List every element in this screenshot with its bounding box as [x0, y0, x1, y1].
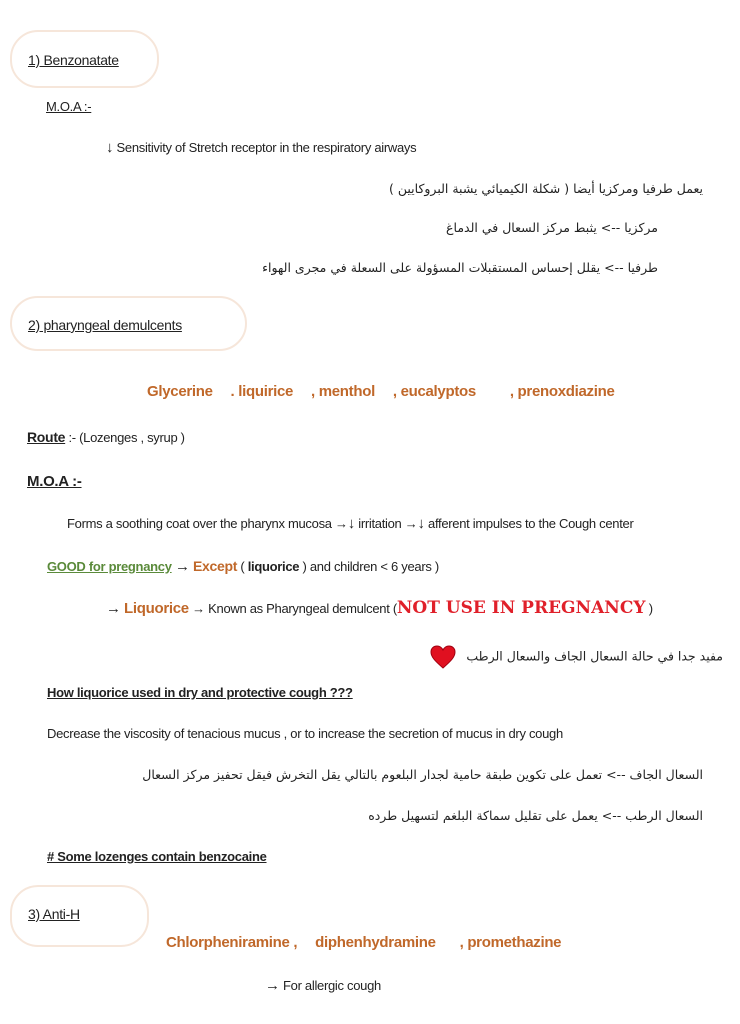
- route-line: [27, 428, 185, 447]
- right-arrow-icon: →: [106, 600, 121, 617]
- arabic-heart-line: [430, 645, 723, 669]
- moa-text: Sensitivity of Stretch receptor in the respiratory airways: [116, 140, 417, 155]
- down-arrow-icon: ↓: [106, 139, 114, 156]
- section-2-moa-label: M.O.A :-: [27, 473, 82, 490]
- drug-list: [147, 383, 615, 401]
- note: # Some lozenges contain benzocaine: [47, 849, 267, 864]
- paren: (: [237, 559, 248, 574]
- arabic-line: يعمل طرفيا ومركزيا أيضا ( شكلة الكيميائي يشبة البروكايين ): [389, 181, 703, 196]
- pregnancy-line: [47, 557, 439, 576]
- down-arrow-icon: ↓: [347, 515, 355, 532]
- good-for-pregnancy: GOOD for pregnancy: [47, 559, 172, 574]
- except-label: Except: [192, 558, 238, 574]
- question: How liquorice used in dry and protective cough ???: [47, 685, 353, 700]
- drug: Glycerine: [147, 383, 213, 400]
- use-line: [265, 977, 381, 995]
- moa-part: afferent impulses to the Cough center: [428, 516, 634, 531]
- down-arrow-icon: ↓: [417, 515, 425, 532]
- drug-list: [166, 934, 561, 952]
- answer: Decrease the viscosity of tenacious mucus , or to increase the secretion of mucus in dry cough: [47, 726, 563, 741]
- route-text: (Lozenges , syrup ): [79, 430, 185, 445]
- arabic-line: السعال الرطب --> يعمل على تقليل سماكة البلغم لتسهيل طرده: [368, 808, 703, 823]
- right-arrow-icon: →: [335, 516, 348, 531]
- paren: ): [645, 601, 653, 616]
- drug: , prenoxdiazine: [509, 383, 615, 400]
- moa-part: irritation: [358, 516, 402, 531]
- drug: . liquirice: [230, 383, 294, 400]
- moa-part: Forms a soothing coat over the pharynx mucosa: [67, 516, 332, 531]
- right-arrow-icon: →: [265, 977, 280, 994]
- section-2-title: 2) pharyngeal demulcents: [28, 317, 182, 333]
- right-arrow-icon: →: [174, 558, 190, 575]
- arabic-line: مركزيا --> يثبط مركز السعال في الدماغ: [446, 220, 658, 235]
- liquorice-label: Liquorice: [124, 600, 189, 617]
- arabic-text: مفيد جدا في حالة السعال الجاف والسعال الرطب: [466, 648, 723, 664]
- drug: , promethazine: [459, 934, 562, 951]
- pregnancy-warning: NOT USE IN PREGNANCY: [396, 598, 646, 618]
- section-3-title: 3) Anti-H: [28, 906, 80, 922]
- drug: diphenhydramine: [315, 934, 436, 951]
- liquorice-line: [106, 599, 653, 618]
- section-1-moa-line: [106, 139, 416, 157]
- heart-icon: [430, 645, 456, 669]
- drug: Chlorpheniramine ,: [166, 934, 298, 951]
- route-sep: :-: [65, 430, 80, 445]
- except-rest: ) and children < 6 years ): [299, 559, 439, 574]
- except-liquorice: liquorice: [247, 559, 300, 574]
- known-as: Known as Pharyngeal demulcent (: [208, 601, 397, 616]
- right-arrow-icon: →: [404, 516, 418, 531]
- arabic-line: طرفيا --> يقلل إحساس المستقبلات المسؤولة على السعلة في مجرى الهواء: [262, 260, 658, 275]
- right-arrow-icon: →: [192, 601, 205, 616]
- section-1-moa-label: M.O.A :-: [46, 99, 92, 114]
- drug: , eucalyptos: [392, 383, 476, 400]
- moa-chain: [67, 515, 633, 533]
- route-label: Route: [27, 429, 66, 445]
- drug: , menthol: [310, 383, 375, 400]
- use-text: For allergic cough: [283, 978, 381, 993]
- arabic-line: السعال الجاف --> تعمل على تكوين طبقة حامية لجدار البلعوم بالتالي يقل التخرش فيقل تحفيز مركز السعال: [142, 767, 703, 782]
- section-1-title: 1) Benzonatate: [28, 52, 119, 68]
